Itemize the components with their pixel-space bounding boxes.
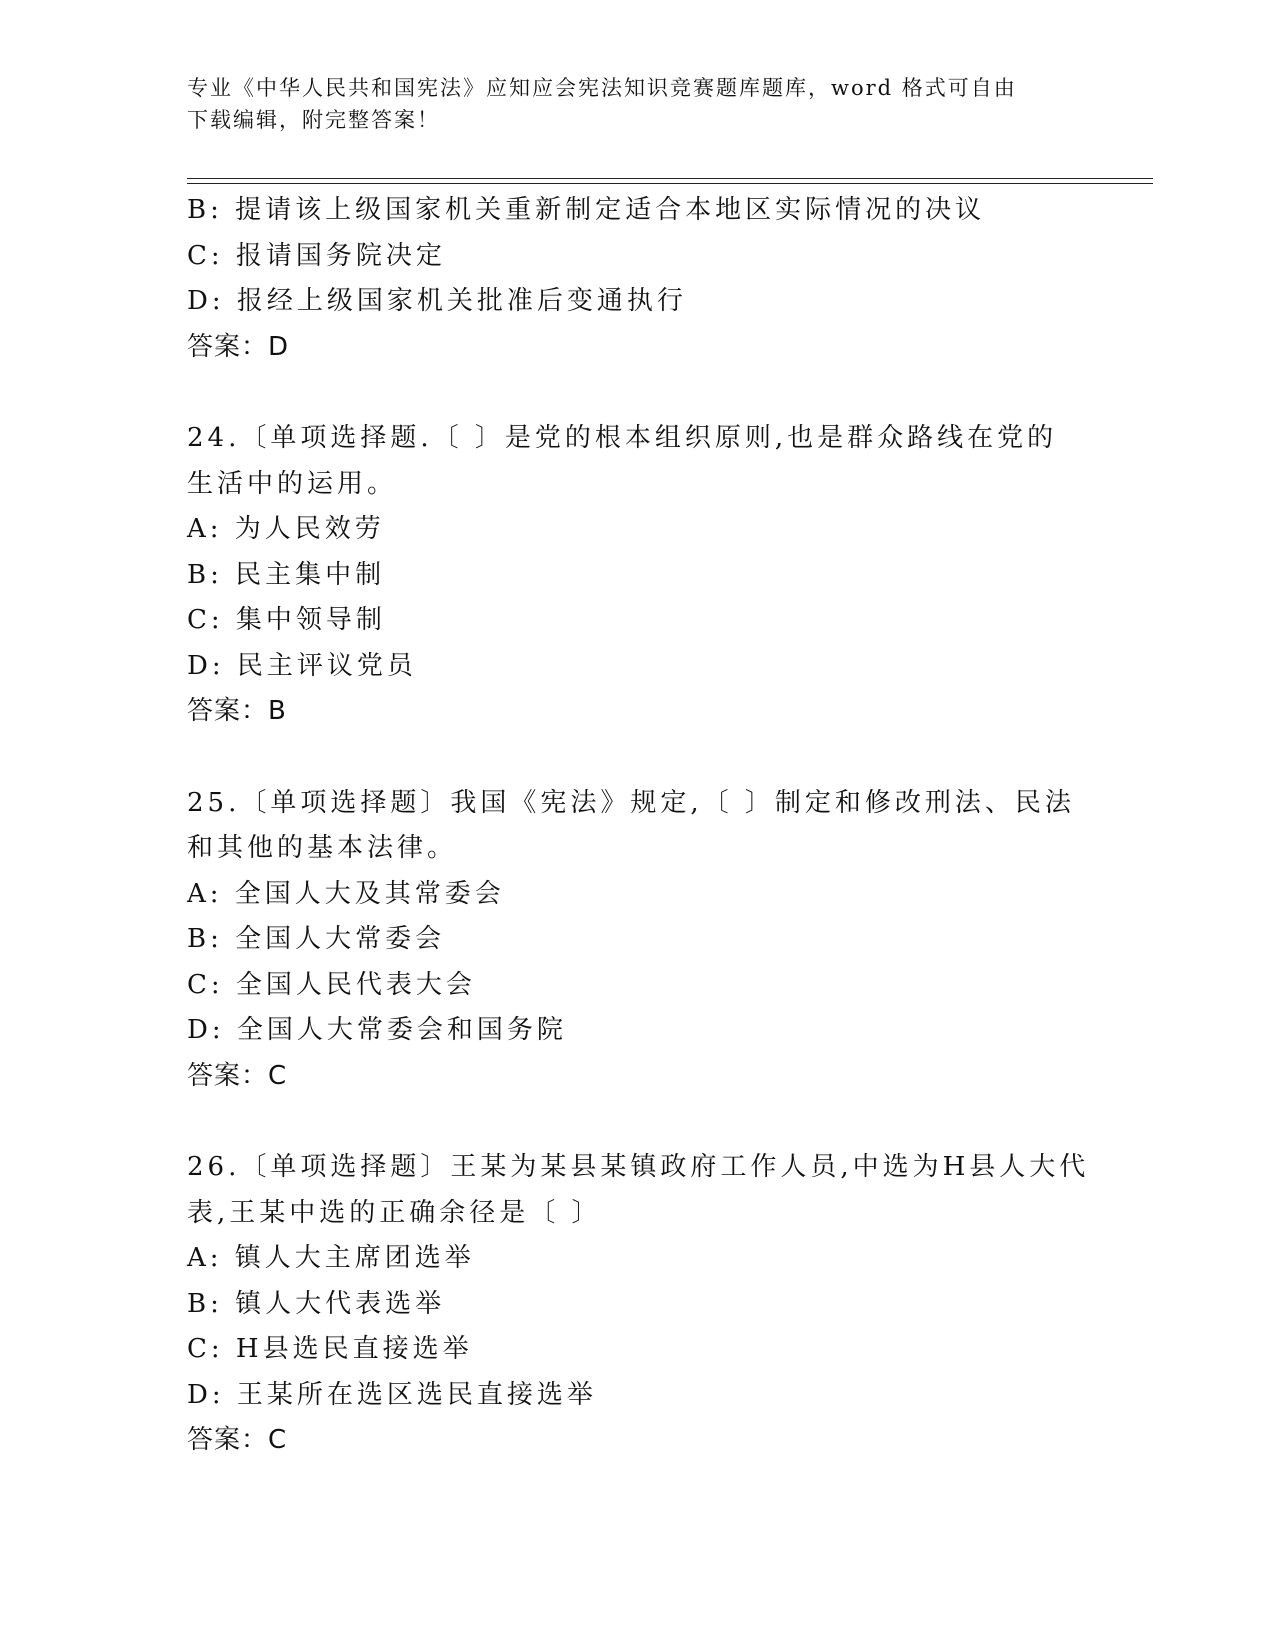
option-c: C: 报请国务院决定 (187, 240, 446, 271)
option-b: B: 全国人大常委会 (187, 924, 446, 954)
answer-line: 答案：C (187, 1060, 288, 1091)
question-stem-line-1: 25.〔单项选择题〕我国《宪法》规定,〔 〕制定和修改刑法、民法 (187, 787, 1075, 818)
question-stem-line-1: 24.〔单项选择题.〔 〕是党的根本组织原则,也是群众路线在党的 (187, 423, 1058, 453)
question-stem-line-1: 26.〔单项选择题〕王某为某县某镇政府工作人员,中选为H县人大代 (187, 1152, 1090, 1182)
header-note-line-1: 专业《中华人民共和国宪法》应知应会宪法知识竞赛题库题库，word 格式可自由 (187, 76, 1017, 100)
option-b: B: 民主集中制 (187, 559, 386, 590)
question-block-prev (187, 188, 1087, 370)
question-block-25 (187, 781, 1087, 1100)
option-c: C: 集中领导制 (187, 605, 386, 635)
question-block-24 (187, 416, 1087, 735)
option-c: C: 全国人民代表大会 (187, 969, 476, 1000)
answer-line: 答案：B (187, 696, 287, 726)
question-stem-line-2: 生活中的运用。 (187, 468, 398, 499)
question-stem-line-2: 表,王某中选的正确余径是〔 〕 (187, 1197, 602, 1228)
answer-line: 答案：C (187, 1425, 288, 1455)
option-d: D: 王某所在选区选民直接选举 (187, 1379, 597, 1410)
option-d: D: 全国人大常委会和国务院 (187, 1015, 567, 1045)
header-rule-top (187, 178, 1153, 179)
answer-line: 答案：D (187, 331, 290, 362)
option-a: A: 为人民效劳 (187, 514, 385, 544)
option-b: B: 提请该上级国家机关重新制定适合本地区实际情况的决议 (187, 195, 986, 225)
question-stem-line-2: 和其他的基本法律。 (187, 833, 458, 863)
header-note (187, 72, 1067, 136)
option-a: A: 全国人大及其常委会 (187, 878, 505, 909)
header-note-line-2: 下载编辑，附完整答案！ (187, 108, 440, 132)
option-d: D: 报经上级国家机关批准后变通执行 (187, 286, 687, 316)
option-a: A: 镇人大主席团选举 (187, 1243, 475, 1273)
question-list (187, 188, 1090, 1464)
header-rule-bottom (187, 183, 1153, 184)
option-b: B: 镇人大代表选举 (187, 1288, 446, 1319)
question-block-26 (187, 1145, 1090, 1464)
option-c: C: H县选民直接选举 (187, 1334, 473, 1364)
option-d: D: 民主评议党员 (187, 650, 417, 681)
